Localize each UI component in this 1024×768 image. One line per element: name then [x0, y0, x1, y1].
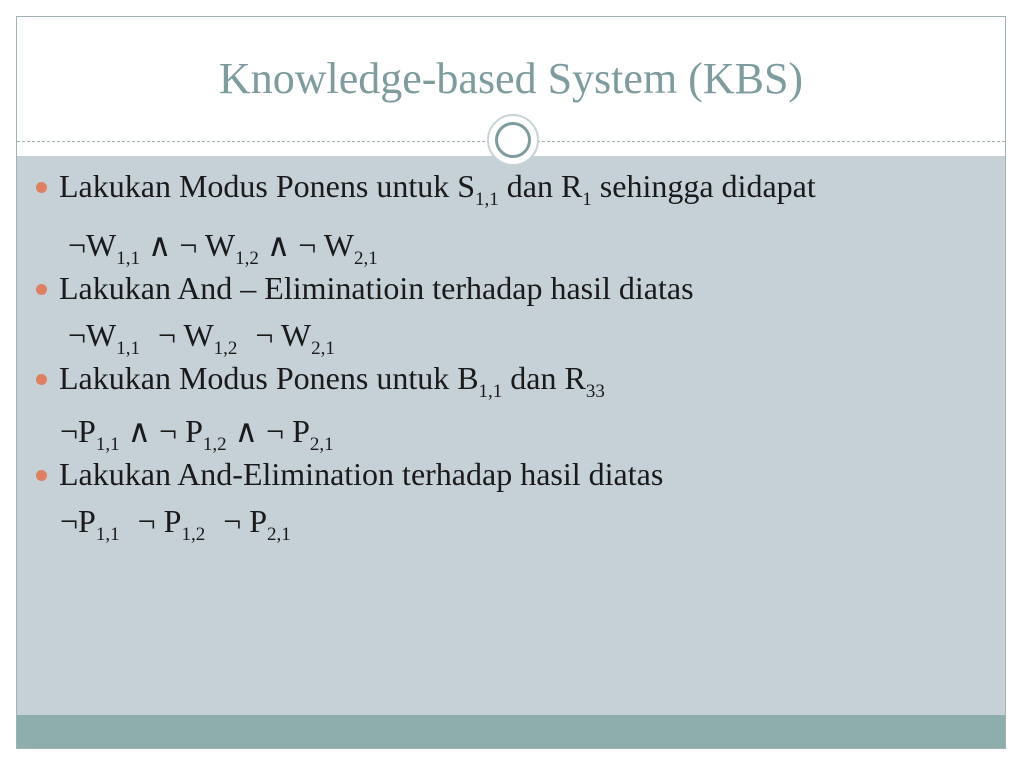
subscript: 1,1: [95, 524, 120, 546]
slide-title: Knowledge-based System (KBS): [218, 54, 804, 103]
subscript: 2,1: [267, 524, 291, 546]
formula-line-4: [36, 503, 976, 546]
bullet-text: Lakukan Modus Ponens untuk S: [59, 168, 475, 204]
formula-line-1: [36, 227, 976, 270]
formula-term: ∧ ¬ W: [140, 227, 236, 264]
subscript: 1,1: [478, 381, 503, 403]
slide-content: [36, 168, 976, 546]
subscript: 1,2: [213, 338, 238, 360]
bullet-item-4: [36, 456, 976, 493]
bullet-dot-icon: [36, 284, 47, 295]
subscript: 1,2: [235, 248, 259, 270]
formula-term: ¬W: [68, 227, 117, 264]
formula-term: ¬P: [60, 413, 96, 450]
bullet-text: dan R: [498, 168, 583, 204]
formula-line-3: [36, 413, 976, 456]
bullet-item-1: [36, 168, 976, 211]
subscript: 1,1: [95, 434, 120, 456]
subscript: 33: [585, 381, 605, 403]
formula-line-2: [36, 317, 976, 360]
bullet-text: dan R: [502, 360, 586, 397]
formula-term: ¬P: [60, 503, 96, 540]
subscript: 1,1: [116, 248, 140, 270]
bullet-dot-icon: [36, 470, 47, 481]
subscript: 2,1: [309, 434, 334, 456]
formula-term: ¬ P: [137, 503, 182, 540]
subscript: 1,1: [116, 338, 140, 360]
subscript: 1,1: [475, 189, 499, 210]
footer-band: [17, 715, 1005, 748]
circle-ornament-icon: [487, 114, 539, 166]
formula-term: ¬ W: [255, 317, 312, 354]
subscript: 2,1: [353, 248, 378, 270]
subscript: 1,2: [202, 434, 227, 456]
formula-term: ∧ ¬ P: [119, 413, 203, 450]
formula-term: ∧ ¬ W: [258, 227, 354, 264]
subscript: 1: [582, 189, 592, 210]
subscript: 1,2: [181, 524, 206, 546]
formula-term: ¬ W: [158, 317, 214, 354]
formula-term: ¬ P: [223, 503, 268, 540]
formula-term: ∧ ¬ P: [226, 413, 310, 450]
formula-term: ¬W: [68, 317, 117, 354]
bullet-text: sehingga didapat: [591, 168, 816, 204]
bullet-item-2: [36, 270, 976, 307]
bullet-dot-icon: [36, 182, 47, 193]
bullet-dot-icon: [36, 374, 47, 385]
bullet-text: Lakukan And – Eliminatioin terhadap hasil diatas: [59, 270, 694, 307]
bullet-text: Lakukan And-Elimination terhadap hasil diatas: [59, 456, 664, 493]
bullet-item-3: [36, 360, 976, 403]
subscript: 2,1: [311, 338, 335, 360]
bullet-text: Lakukan Modus Ponens untuk B: [59, 360, 479, 397]
circle-ornament-ring: [495, 122, 531, 158]
